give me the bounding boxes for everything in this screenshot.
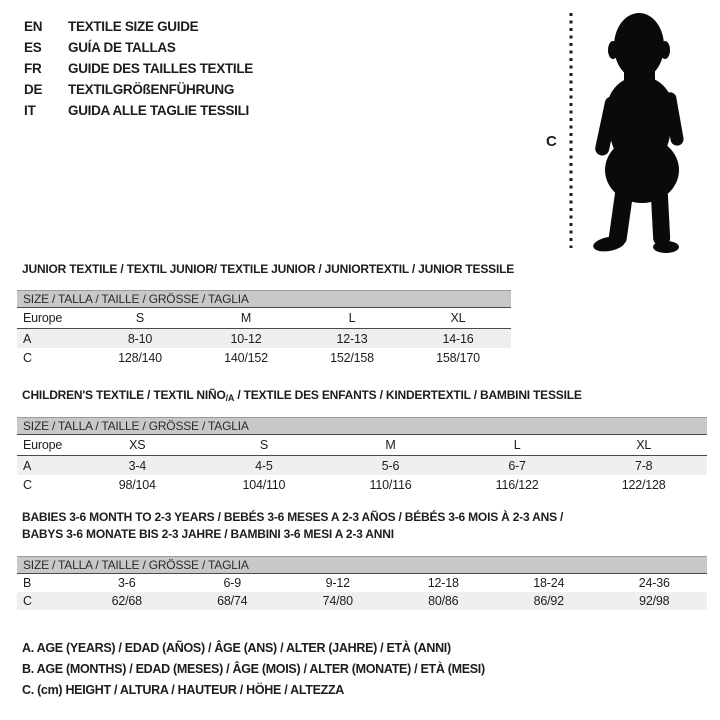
cell: 74/80	[322, 594, 353, 608]
row-label: C	[23, 477, 32, 492]
legend-notes	[22, 638, 485, 701]
language-code: EN	[24, 19, 43, 34]
language-row	[24, 37, 253, 58]
babies-size-table	[17, 556, 707, 610]
cell: 3-6	[118, 576, 136, 590]
note-age-months: B. AGE (MONTHS) / EDAD (MESES) / ÂGE (MOIS) / ALTER (MONATE) / ETÀ (MESI)	[22, 662, 485, 676]
cell: 122/128	[621, 477, 666, 492]
cell: 18-24	[533, 576, 565, 590]
title-part: / TEXTILE DES ENFANTS / KINDERTEXTIL / BAMBINI TESSILE	[234, 388, 582, 402]
cell: 6-7	[508, 458, 526, 473]
cell: 62/68	[111, 594, 142, 608]
language-code: FR	[24, 61, 42, 76]
cell: 68/74	[217, 594, 248, 608]
table-row-age	[17, 456, 707, 475]
header-label: Europe	[23, 311, 63, 325]
language-row	[24, 16, 253, 37]
note-age-years: A. AGE (YEARS) / EDAD (AÑOS) / ÂGE (ANS) / ALTER (JAHRE) / ETÀ (ANNI)	[22, 641, 451, 655]
table-header-row	[17, 435, 707, 456]
title-line-2: BABYS 3-6 MONATE BIS 2-3 JAHRE / BAMBINI 3-6 MESI A 2-3 ANNI	[22, 527, 394, 541]
title-part: CHILDREN'S TEXTILE / TEXTIL NIÑO	[22, 388, 226, 402]
cell: 12-13	[336, 331, 368, 346]
child-silhouette-figure	[540, 6, 690, 254]
cell: 12-18	[427, 576, 459, 590]
row-label: B	[23, 576, 32, 590]
table-row-height	[17, 348, 511, 367]
size-col: L	[348, 311, 356, 325]
table-row-months	[17, 574, 707, 592]
cell: 14-16	[442, 331, 474, 346]
guide-title: GUIDA ALLE TAGLIE TESSILI	[68, 103, 249, 118]
size-col: S	[259, 438, 268, 452]
size-bar-header: SIZE / TALLA / TAILLE / GRÖSSE / TAGLIA	[17, 290, 511, 308]
cell: 24-36	[638, 576, 670, 590]
table-row-height	[17, 592, 707, 610]
guide-title: TEXTILGRÖßENFÜHRUNG	[68, 82, 235, 97]
cell: 7-8	[634, 458, 653, 473]
size-col: M	[240, 311, 252, 325]
size-col: S	[135, 311, 145, 325]
children-size-table	[17, 417, 707, 494]
cell: 5-6	[381, 458, 400, 473]
row-label: A	[23, 331, 32, 346]
title-subscript: /A	[225, 393, 235, 403]
size-col: XS	[129, 438, 146, 452]
cell: 110/116	[369, 477, 412, 492]
language-code: IT	[24, 103, 36, 118]
cell: 3-4	[128, 458, 147, 473]
language-code: ES	[24, 40, 42, 55]
row-label: C	[23, 594, 32, 608]
size-col: M	[385, 438, 396, 452]
cell: 86/92	[533, 594, 564, 608]
section-title-junior: JUNIOR TEXTILE / TEXTIL JUNIOR/ TEXTILE JUNIOR / JUNIORTEXTIL / JUNIOR TESSILE	[22, 262, 515, 276]
language-row	[24, 100, 253, 121]
cell: 4-5	[255, 458, 273, 473]
language-title-list	[24, 16, 253, 121]
table-row-height	[17, 475, 707, 494]
cell: 104/110	[242, 477, 286, 492]
cell: 158/170	[436, 350, 480, 365]
junior-size-table	[17, 290, 511, 367]
size-col: XL	[450, 311, 466, 325]
language-row	[24, 58, 253, 79]
cell: 152/158	[330, 350, 374, 365]
size-col: XL	[636, 438, 652, 452]
guide-title: TEXTILE SIZE GUIDE	[68, 19, 199, 34]
header-label: Europe	[23, 438, 63, 452]
cell: 98/104	[118, 477, 156, 492]
height-measure-label: C	[546, 133, 557, 150]
cell: 128/140	[118, 350, 162, 365]
size-bar-header: SIZE / TALLA / TAILLE / GRÖSSE / TAGLIA	[17, 417, 707, 435]
language-code: DE	[24, 82, 43, 97]
title-line-1: BABIES 3-6 MONTH TO 2-3 YEARS / BEBÉS 3-6 MESES A 2-3 AÑOS / BÉBÉS 3-6 MOIS À 2-3 ANS /	[22, 510, 564, 524]
size-col: L	[513, 438, 521, 452]
row-label: A	[23, 458, 32, 473]
guide-title: GUIDE DES TAILLES TEXTILE	[68, 61, 254, 76]
language-row	[24, 79, 253, 100]
note-height-cm: C. (cm) HEIGHT / ALTURA / HAUTEUR / HÖHE / ALTEZZA	[22, 683, 345, 697]
section-title-children	[22, 387, 582, 407]
toddler-silhouette	[592, 13, 685, 254]
table-row-age	[17, 329, 511, 348]
cell: 10-12	[230, 331, 262, 346]
size-bar-header: SIZE / TALLA / TAILLE / GRÖSSE / TAGLIA	[17, 556, 707, 574]
row-label: C	[23, 350, 32, 365]
cell: 140/152	[224, 350, 268, 365]
table-header-row	[17, 308, 511, 329]
cell: 8-10	[127, 331, 153, 346]
cell: 92/98	[639, 594, 670, 608]
section-title-babies	[22, 509, 563, 543]
cell: 9-12	[325, 576, 350, 590]
cell: 80/86	[428, 594, 459, 608]
cell: 6-9	[223, 576, 241, 590]
guide-title: GUÍA DE TALLAS	[68, 40, 176, 55]
cell: 116/122	[495, 477, 539, 492]
